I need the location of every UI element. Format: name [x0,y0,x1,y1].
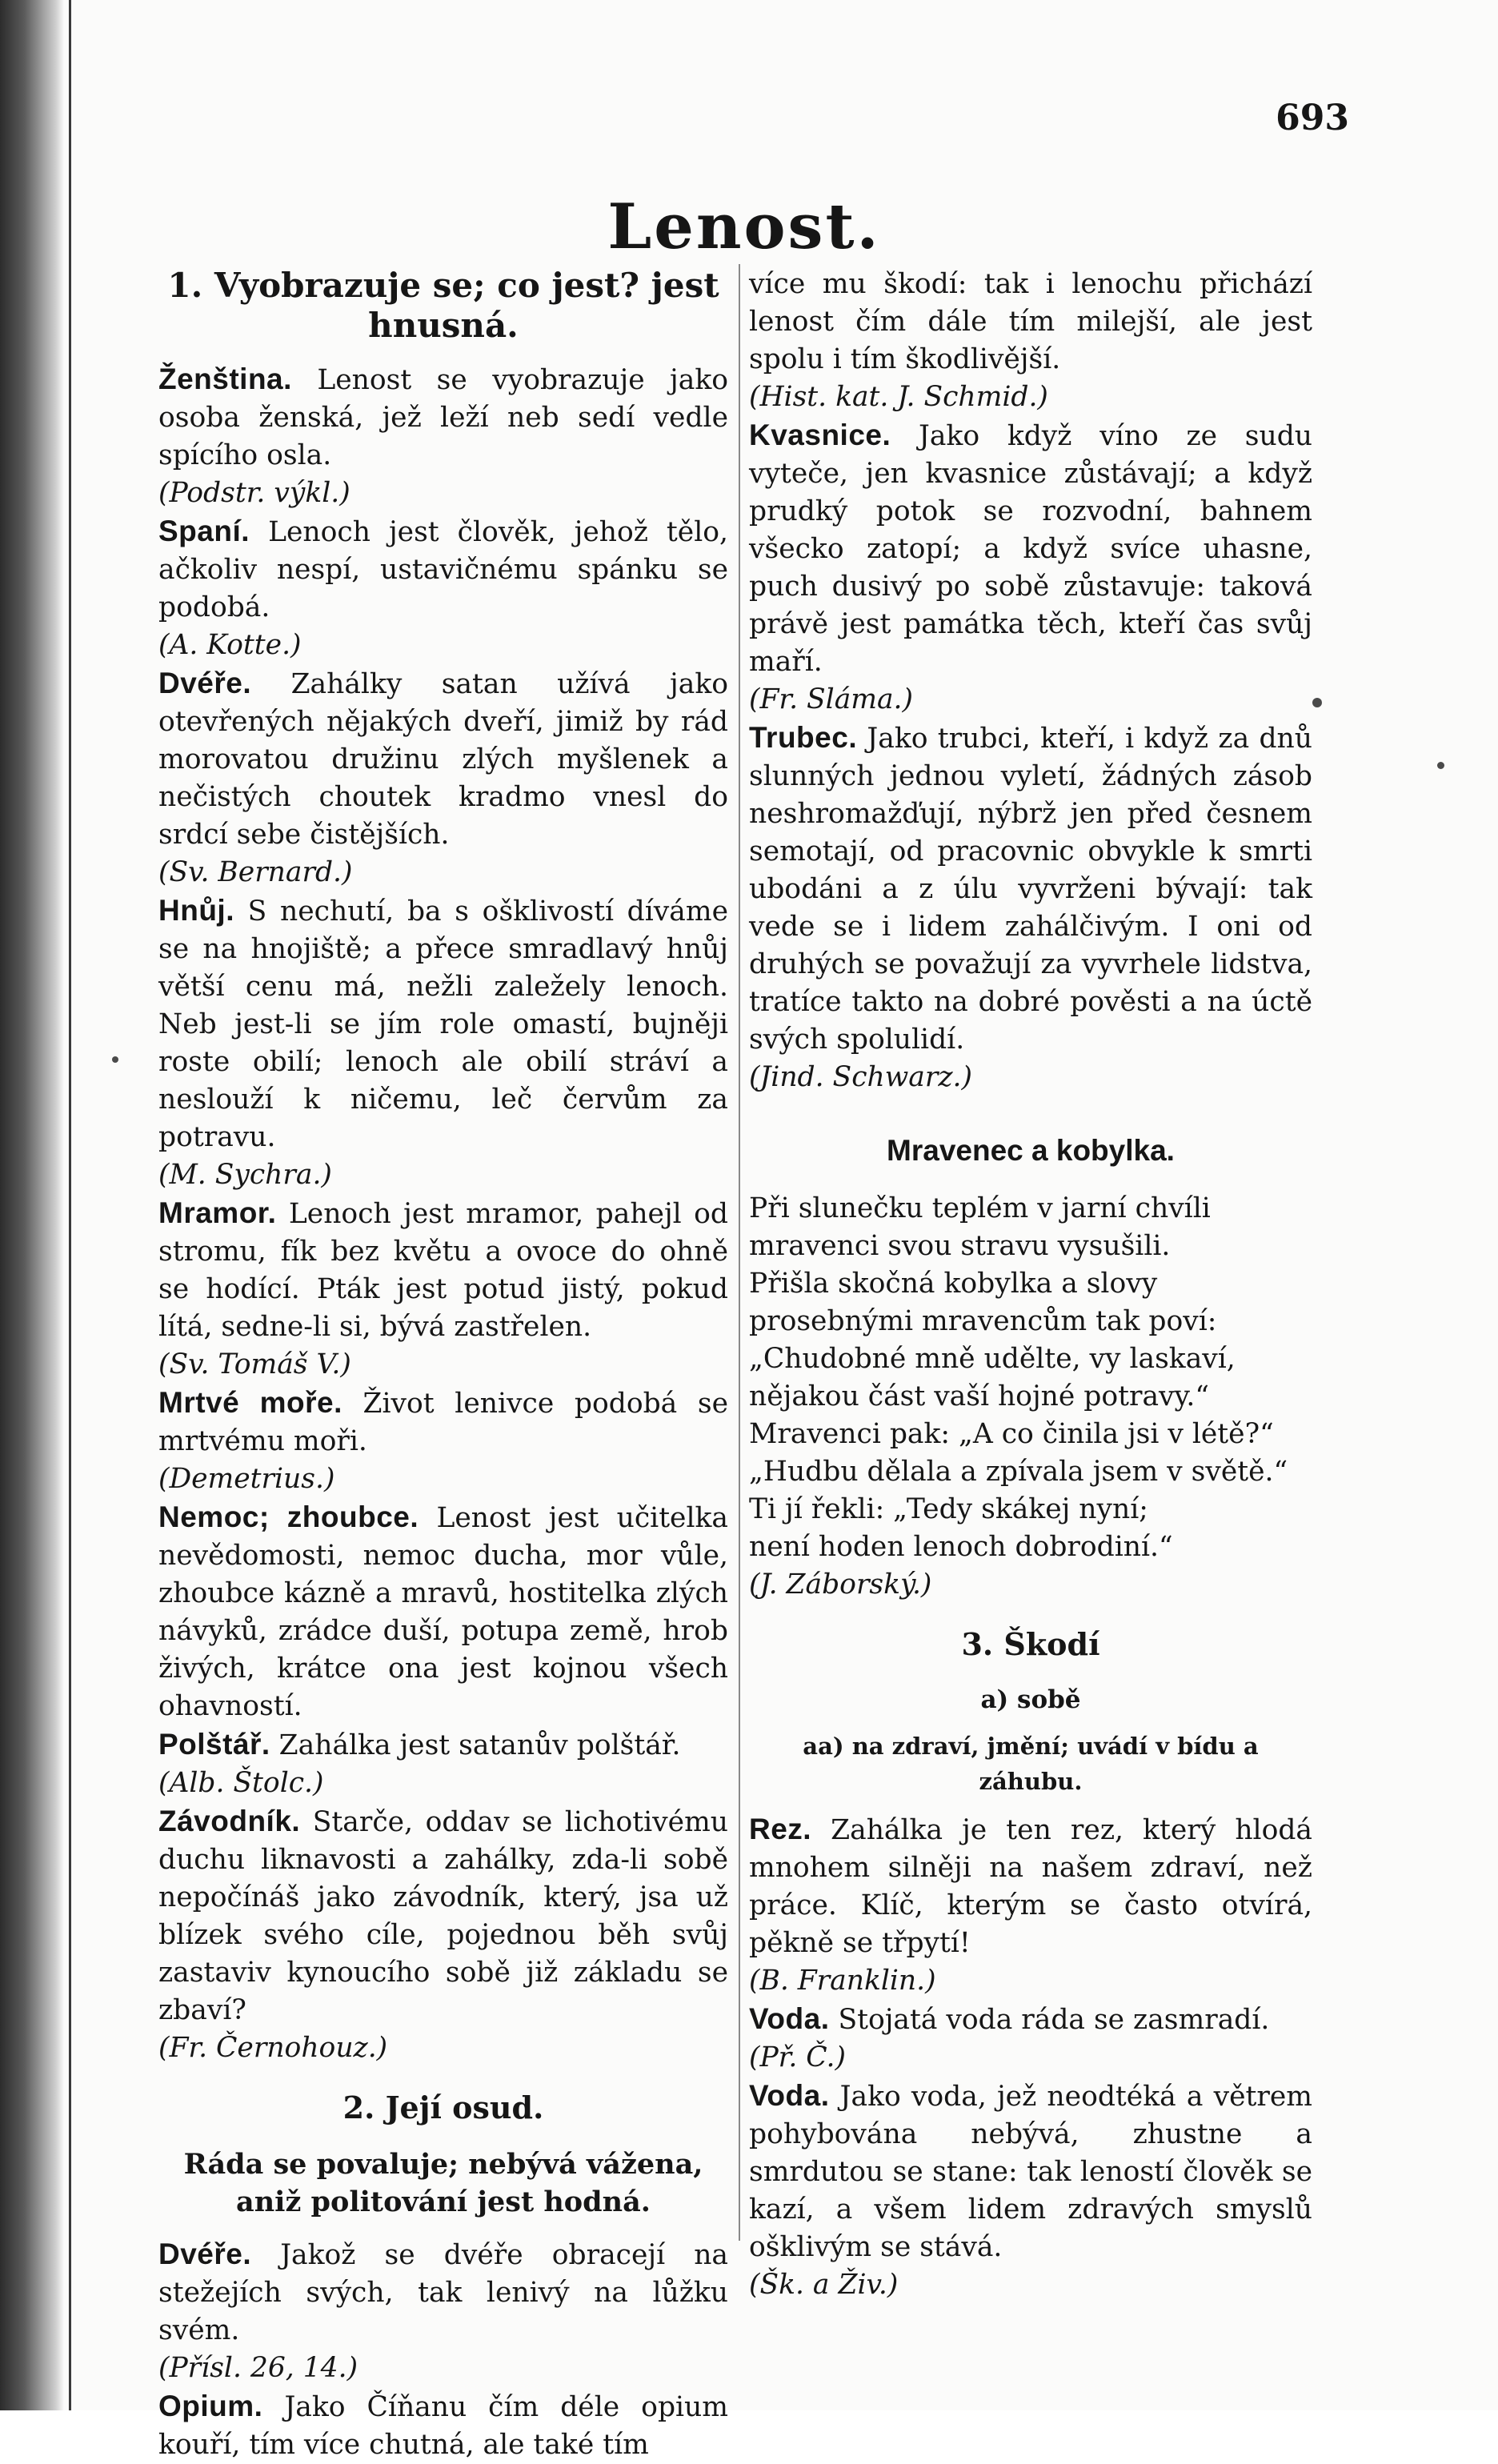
entry-source: (Fr. Černohouz.) [158,2032,388,2064]
fable-source: (J. Záborský.) [749,1569,932,1601]
column-divider [739,264,740,2241]
entry-paragraph [158,891,728,1156]
entry-source: (Př. Č.) [749,2041,846,2073]
entry-source: (B. Franklin.) [749,1965,936,1997]
entry-paragraph [158,2387,728,2464]
left-entries [158,360,728,2067]
section-1-title: 1. Vyobrazuje se; co jest? jest hnusná. [167,266,719,345]
entry-source: (A. Kotte.) [158,629,302,661]
entry-text: Zahálky satan užívá jako otevřených nějakých dveří, jimiž by rád morovatou družinu zlých myšlenek a nečistých choutek kradmo vnesl do srdcí sebe čistějších. [158,668,728,851]
fable-line: mravenci svou stravu vysušili. [749,1230,1171,1262]
entry-text: Lenoch jest člověk, jehož tělo, ačkoliv nespí, ustavičnému spánku se podobá. [158,516,728,623]
entry-head: Rez. [749,1813,812,1845]
entry-source: (Sv. Tomáš V.) [158,1348,351,1380]
fable-line: prosebnými mravencům tak poví: [749,1305,1217,1337]
continued-text: více mu škodí: tak i lenochu přichází lenost čím dále tím milejší, ale jest spolu i tím škodlivější. [749,268,1312,375]
fable-line: Mravenci pak: „A co činila jsi v létě?“ [749,1418,1274,1450]
fable-line: nějakou část vaší hojné potravy.“ [749,1380,1210,1412]
entry-source: (Přísl. 26, 14.) [158,2352,358,2384]
entry-head: Voda. [749,2079,830,2112]
entry-source: (Demetrius.) [158,1463,335,1495]
entry-paragraph [158,1725,728,1765]
entry-source: (Jind. Schwarz.) [749,1061,972,1093]
entry-text: S nechutí, ba s ošklivostí díváme se na hnojiště; a přece smradlavý hnůj větší cenu má, nežli zaležely lenoch. Neb jest-li se jím role omastí, bujněji roste obilí; lenoch ale obilí stráví a neslouží k ničemu, leč červům za potravu. [158,895,728,1153]
section-3-subsubtitle: aa) na zdraví, jmění; uvádí v bídu a záhubu. [803,1733,1259,1795]
entry-head: Opium. [158,2390,263,2422]
fable-line: Přišla skočná kobylka a slovy [749,1268,1158,1300]
entry-head: Hnůj. [158,894,234,927]
entry-paragraph [749,719,1312,1059]
entry-text: Jakož se dvéře obracejí na stežejích svých, tak lenivý na lůžku svém. [158,2239,728,2346]
section-2-subtitle: Ráda se povaluje; nebývá vážena, aniž politování jest hodná. [183,2148,703,2218]
entry-paragraph [158,664,728,854]
entry-head: Trubec. [749,721,858,754]
entry-head: Dvéře. [158,667,252,699]
entry-paragraph [749,1810,1312,1962]
section-2-title: 2. Její osud. [342,2089,544,2125]
entry-head: Mrtvé moře. [158,1386,342,1419]
entry-text: Starče, oddav se lichotivému duchu liknavosti a zahálky, zda-li sobě nepočínáš jako závodník, který, jsa už blízek svého cíle, pojednou běh svůj zastaviv kynoucího sobě již základu se zbaví? [158,1806,728,2026]
entry-text: Lenost se vyobrazuje jako osoba ženská, jež leží neb sedí vedle spícího osla. [158,364,728,471]
fable-poem [749,1190,1312,1566]
entry-text: Stojatá voda ráda se zasmradí. [829,2004,1270,2036]
entry-text: Lenoch jest mramor, pahejl od stromu, fík bez květu a ovoce do ohně se hodící. Pták jest potud jistý, pokud lítá, sedne-li si, bývá zastřelen. [158,1198,728,1343]
entry-source: (Sv. Bernard.) [158,856,353,888]
entry-text: Jako trubci, kteří, i když za dnů slunných jednou vyletí, žádných zásob neshromažďují, nýbrž jen před česnem semotají, od pracovnic obvykle k smrti ubodáni a z úlu vyvrženi bývají: tak vede se i lidem zahálčivým. I oni od druhých se považují za vyvrhele lidstva, tratíce takto na dobré pověsti a na úctě svých spolulidí. [749,723,1312,1056]
print-speck [112,1056,118,1063]
entry-text: Jako když víno ze sudu vyteče, jen kvasnice zůstávají; a když prudký potok se rozvodní, bahnem všecko zatopí; a když svíce uhasne, puch dusivý po sobě zůstavuje: taková právě jest památka těch, kteří čas svůj maří. [749,420,1312,678]
right-entries-3 [749,1810,1312,2304]
left-column [158,266,728,2464]
fable-line: není hoden lenoch dobrodiní.“ [749,1531,1173,1563]
entry-paragraph [158,360,728,475]
entry-source: (M. Sychra.) [158,1159,332,1191]
fable-line: „Hudbu dělala a zpívala jsem v světě.“ [749,1456,1288,1488]
entry-source: (Alb. Štolc.) [158,1767,324,1799]
section-3-subtitle: a) sobě [980,1685,1081,1714]
entry-paragraph [158,512,728,627]
entry-text: Zahálka jest satanův polštář. [270,1729,681,1761]
entry-head: Spaní. [158,515,250,547]
print-speck [1312,698,1322,707]
section-3-title: 3. Škodí [961,1626,1100,1662]
entry-head: Závodník. [158,1805,301,1837]
entry-text: Jako Číňanu čím déle opium kouří, tím více chutná, ale také tím [158,2391,728,2461]
fable-title: Mravenec a kobylka. [887,1134,1175,1167]
page-title: Lenost. [607,190,881,263]
entry-head: Voda. [749,2002,830,2035]
entry-head: Nemoc; zhoubce. [158,1500,419,1533]
page-edge-line [69,0,71,2410]
entry-source: (Podstr. výkl.) [158,477,350,509]
fable-line: Ti jí řekli: „Tedy skákej nyní; [749,1493,1148,1525]
entry-paragraph [749,2077,1312,2266]
entry-paragraph [158,1384,728,1460]
fable-line: Při slunečku teplém v jarní chvíli [749,1192,1211,1224]
entry-text: Život lenivce podobá se mrtvému moři. [158,1388,728,1457]
entry-paragraph [158,2235,728,2350]
entry-head: Mramor. [158,1196,277,1229]
page-edge-shadow [0,0,64,2410]
entry-head: Ženština. [158,363,292,395]
entry-head: Polštář. [158,1728,270,1761]
entry-paragraph [749,2000,1312,2039]
entry-text: Jako voda, jež neodtéká a větrem pohybována nebývá, zhustne a smrdutou se stane: tak leností člověk se kazí, a všem lidem zdravých smyslů ošklivým se stává. [749,2081,1312,2263]
continued-source: (Hist. kat. J. Schmid.) [749,381,1048,413]
entry-head: Dvéře. [158,2238,252,2270]
entry-head: Kvasnice. [749,419,891,451]
right-entries [749,416,1312,1096]
print-speck [1437,762,1444,769]
entry-paragraph [158,1802,728,2029]
right-column [749,266,1312,2304]
entry-source: (Šk. a Živ.) [749,2269,899,2301]
entry-text: Lenost jest učitelka nevědomosti, nemoc ducha, mor vůle, zhoubce kázně a mravů, hostitelka zlých návyků, zrádce duší, potupa země, hrob živých, krátce ona jest kojnou všech ohavností. [158,1502,728,1722]
entry-text: Zahálka je ten rez, který hlodá mnohem silněji na našem zdraví, než práce. Klíč, kterým se často otvírá, pěkně se třpytí! [749,1814,1312,1959]
entry-paragraph [158,1498,728,1725]
left-entries-2 [158,2235,728,2464]
fable-line: „Chudobné mně udělte, vy laskaví, [749,1343,1236,1375]
entry-paragraph [158,1194,728,1346]
page-number: 693 [1276,98,1349,138]
entry-paragraph [749,416,1312,681]
entry-source: (Fr. Sláma.) [749,683,913,715]
